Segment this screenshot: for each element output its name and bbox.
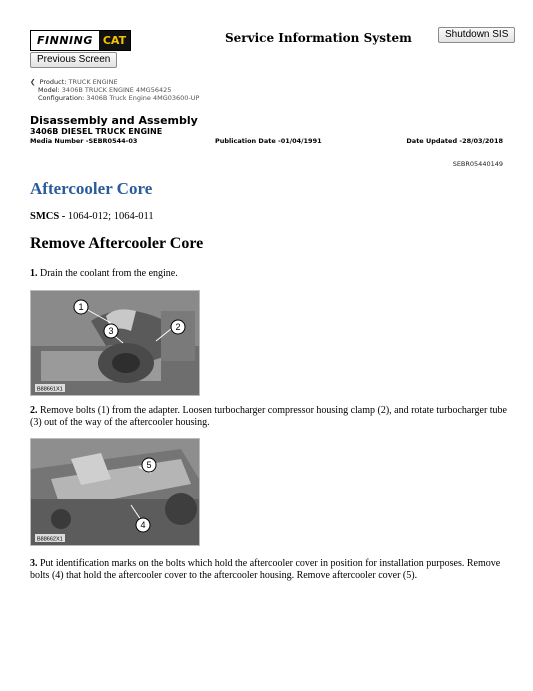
publication-date: Publication Date -01/04/1991 [215,137,322,145]
figure-2-callout-4: 4 [140,520,146,530]
date-updated: Date Updated -28/03/2018 [406,137,503,145]
product-info [30,78,199,102]
smcs-codes [30,211,154,222]
section-title: Remove Aftercooler Core [30,235,204,252]
back-arrow-icon[interactable]: ❮ [30,78,38,86]
content-title: Aftercooler Core [30,179,153,198]
step-number: 3. [30,558,38,569]
reference-id: SEBR05440149 [452,160,503,168]
model-label: Model: [38,86,60,94]
smcs-label: SMCS - [30,211,66,222]
figure-2-photo [30,438,200,546]
figure-1-code: B88661X1 [37,386,63,393]
step-number: 1. [30,268,38,279]
doc-subheading: 3406B DIESEL TRUCK ENGINE [30,127,163,136]
media-number: Media Number -SEBR0544-03 [30,137,138,145]
logo-cat-text: CAT [99,31,130,50]
figure-1-callout-1: 1 [78,302,84,312]
figure-1-callout-2: 2 [175,322,181,332]
figure-2-callout-5: 5 [146,460,152,470]
product-label: Product: [39,78,67,86]
step-2 [30,405,510,429]
previous-screen-button[interactable]: Previous Screen [30,52,117,68]
model-value: 3406B TRUCK ENGINE 4MG56425 [61,86,172,94]
product-value: TRUCK ENGINE [68,78,118,86]
smcs-value: 1064-012; 1064-011 [67,211,154,222]
step-text: Drain the coolant from the engine. [40,268,178,279]
shutdown-sis-button[interactable]: Shutdown SIS [438,27,515,43]
step-text: Put identification marks on the bolts which hold the aftercooler cover in position for installation purposes. Remove bolts (4) that hold the aftercooler cover to the aftercooler housing. Remove aftercooler cover (5). [30,558,501,581]
finning-cat-logo [30,30,131,51]
logo-finning-text: FINNING [31,31,99,50]
figure-2-code: B88662X1 [37,536,63,543]
step-1 [30,268,510,280]
figure-1-callout-3: 3 [108,326,114,336]
doc-heading: Disassembly and Assembly [30,114,198,127]
configuration-value: 3406B Truck Engine 4MG03600-UP [86,94,200,102]
configuration-label: Configuration: [38,94,85,102]
page-title: Service Information System [225,31,412,45]
figure-1-photo [30,290,200,396]
step-text: Remove bolts (1) from the adapter. Loosen turbocharger compressor housing clamp (2), and rotate turbocharger tube (3) out of the way of the aftercooler housing. [30,405,507,428]
step-number: 2. [30,405,38,416]
step-3 [30,558,510,582]
